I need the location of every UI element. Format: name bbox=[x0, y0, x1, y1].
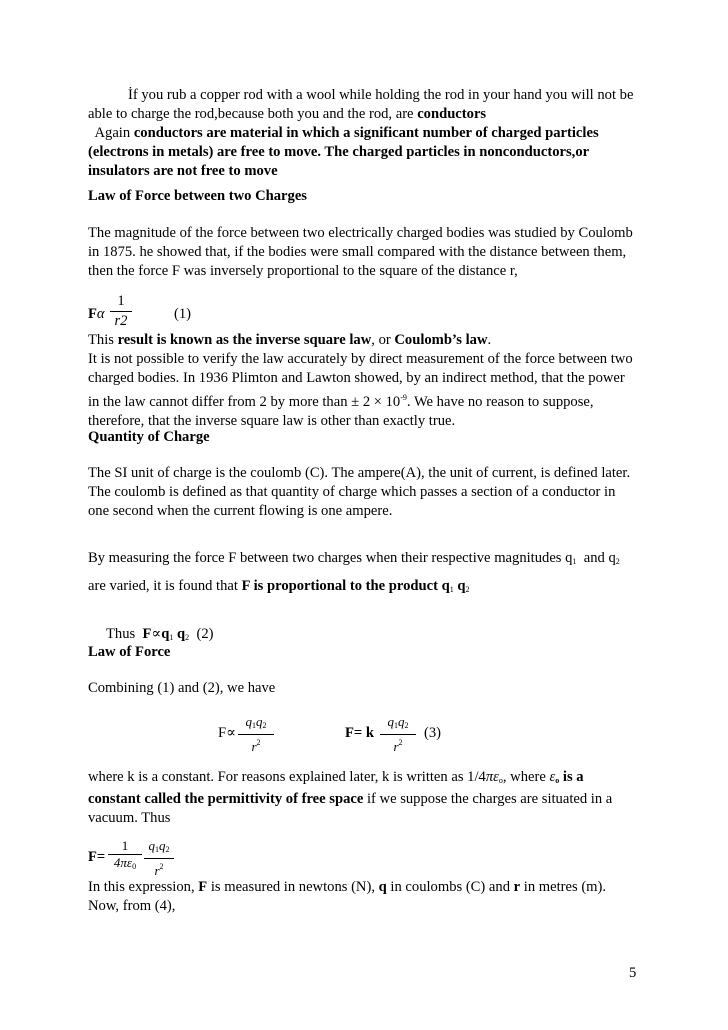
subscript: 1 bbox=[449, 585, 454, 594]
equation-1 bbox=[88, 292, 648, 328]
equation-lhs: F bbox=[218, 725, 227, 741]
text-line: one second when the current flowing is one ampere. bbox=[88, 503, 393, 519]
subscript: 2 bbox=[615, 557, 620, 566]
proportional-symbol: α bbox=[96, 306, 105, 322]
fraction-numerator: 1 bbox=[121, 838, 129, 853]
permittivity-paragraph bbox=[88, 768, 648, 828]
subscript: 1 bbox=[572, 557, 577, 566]
heading-text: Quantity of Charge bbox=[88, 429, 210, 445]
bold-text: F is proportional to the product q bbox=[241, 578, 450, 594]
text-line bbox=[88, 790, 648, 809]
text-line: then the force F was inversely proportional to the square of the distance r, bbox=[88, 263, 518, 279]
text-span: , or bbox=[371, 332, 395, 348]
exponent: 2 bbox=[159, 862, 164, 871]
text-line bbox=[88, 331, 648, 350]
math-expression: ± 2 × 10 bbox=[351, 394, 401, 410]
units-paragraph bbox=[88, 878, 648, 916]
text-line bbox=[88, 388, 648, 412]
equation-lhs: F= bbox=[88, 849, 106, 865]
text-span: in coulombs (C) and bbox=[386, 879, 514, 895]
text-span: . bbox=[487, 332, 492, 348]
page-number: 5 bbox=[629, 965, 637, 981]
text-span: , where bbox=[502, 769, 550, 785]
numerator-q: q bbox=[148, 838, 155, 853]
text-span: in the law cannot differ from 2 by more than bbox=[88, 394, 352, 410]
text-span: able to charge the rod,because both you and the rod, are bbox=[88, 106, 418, 122]
subscript: 1 bbox=[169, 633, 174, 642]
subscript: 2 bbox=[465, 585, 470, 594]
combining-line bbox=[88, 679, 648, 698]
subscript: 2 bbox=[404, 721, 409, 730]
text-line: Now, from (4), bbox=[88, 898, 176, 914]
heading-text: Law of Force between two Charges bbox=[88, 188, 307, 204]
text-line: The SI unit of charge is the coulomb (C). The ampere(A), the unit of current, is defined later. bbox=[88, 465, 631, 481]
product-paragraph bbox=[88, 549, 648, 599]
text-line bbox=[88, 577, 648, 599]
numerator-q: q bbox=[398, 714, 405, 729]
subscript: 2 bbox=[185, 633, 190, 642]
equation-label: (3) bbox=[424, 725, 442, 741]
equation-label: (1) bbox=[174, 306, 192, 322]
denominator-r: r bbox=[154, 863, 160, 878]
intro-paragraph bbox=[88, 86, 648, 181]
denominator-r: r bbox=[251, 739, 257, 754]
fraction-numerator: 1 bbox=[117, 293, 125, 309]
math-symbol: ε bbox=[549, 769, 556, 785]
bold-text: r bbox=[513, 879, 521, 895]
text-span: in metres (m). bbox=[520, 879, 607, 895]
fraction-denominator: r2 bbox=[114, 313, 128, 329]
bold-text: constant called the permittivity of free space bbox=[88, 791, 364, 807]
inverse-square-paragraph bbox=[88, 331, 648, 431]
equation-3 bbox=[88, 714, 648, 754]
text-line bbox=[88, 124, 648, 143]
equation-label: (2) bbox=[189, 626, 214, 642]
text-line bbox=[88, 105, 648, 124]
bold-text: q bbox=[453, 578, 466, 594]
section-heading bbox=[88, 187, 648, 206]
text-line: therefore, that the inverse square law is other than exactly true. bbox=[88, 413, 456, 429]
text-span: . We have no reason to suppose, bbox=[406, 394, 594, 410]
subscript: 2 bbox=[262, 721, 267, 730]
fraction-denominator: 4πε bbox=[113, 855, 133, 870]
bold-text: conductors are material in which a significant number of charged particles bbox=[133, 125, 599, 141]
bold-text: (electrons in metals) are free to move. The charged particles in nonconductors,or bbox=[88, 144, 590, 160]
section-heading bbox=[88, 428, 648, 447]
numerator-q: q bbox=[256, 714, 263, 729]
equation-lhs: F bbox=[88, 306, 97, 322]
exponent: 2 bbox=[398, 738, 403, 747]
text-span: Thus bbox=[102, 626, 143, 642]
subscript: o bbox=[498, 776, 503, 785]
section-heading bbox=[88, 643, 648, 662]
text-line: The magnitude of the force between two electrically charged bodies was studied by Coulomb bbox=[88, 225, 633, 241]
subscript: 1 bbox=[252, 721, 256, 730]
bold-text: is a bbox=[559, 769, 584, 785]
text-span: where k is a constant. For reasons explained later, k is written as 1/4 bbox=[88, 769, 486, 785]
text-span: Again bbox=[88, 125, 134, 141]
text-span: By measuring the force F between two charges when their respective magnitudes q bbox=[88, 550, 573, 566]
text-line bbox=[88, 768, 648, 790]
bold-text: conductors bbox=[417, 106, 487, 122]
text-line bbox=[88, 162, 648, 181]
text-line: vacuum. Thus bbox=[88, 810, 171, 826]
text-line: The coulomb is defined as that quantity of charge which passes a section of a conductor in bbox=[88, 484, 616, 500]
numerator-q: q bbox=[245, 714, 252, 729]
bold-text: F bbox=[198, 879, 208, 895]
subscript: 1 bbox=[155, 845, 159, 854]
bold-text: q bbox=[378, 879, 387, 895]
subscript: 2 bbox=[165, 845, 170, 854]
subscript: 1 bbox=[394, 721, 398, 730]
text-span: Combining (1) and (2), we have bbox=[88, 680, 276, 696]
text-line bbox=[88, 878, 648, 897]
heading-text: Law of Force bbox=[88, 644, 171, 660]
denominator-r: r bbox=[393, 739, 399, 754]
text-line bbox=[88, 143, 648, 162]
equation-4 bbox=[88, 838, 648, 878]
text-span: if we suppose the charges are situated in a bbox=[363, 791, 613, 807]
equation-lhs: F bbox=[142, 626, 152, 642]
exponent: -9 bbox=[400, 393, 407, 402]
numerator-q: q bbox=[387, 714, 394, 729]
coulomb-unit-paragraph bbox=[88, 464, 648, 521]
text-line: in 1875. he showed that, if the bodies were small compared with the distance between them, bbox=[88, 244, 627, 260]
text-span: are varied, it is found that bbox=[88, 578, 242, 594]
bold-text: insulators are not free to move bbox=[88, 163, 278, 179]
text-line bbox=[88, 549, 648, 571]
exponent: 2 bbox=[256, 738, 261, 747]
subscript: o bbox=[555, 776, 560, 785]
math-symbol: πε bbox=[485, 769, 499, 785]
text-span: This bbox=[88, 332, 118, 348]
bold-text: Coulomb’s law bbox=[394, 332, 488, 348]
text-span: In this expression, bbox=[88, 879, 199, 895]
bold-text: result is known as the inverse square law bbox=[117, 332, 372, 348]
text-line: charged bodies. In 1936 Plimton and Lawton showed, by an indirect method, that the power bbox=[88, 370, 625, 386]
text-span: is measured in newtons (N), bbox=[207, 879, 379, 895]
numerator-q: q bbox=[159, 838, 166, 853]
text-span: and q bbox=[576, 550, 616, 566]
proportional-symbol: ∝ bbox=[226, 725, 237, 741]
bold-text: q bbox=[161, 626, 170, 642]
subscript: 0 bbox=[132, 862, 137, 871]
equation-lhs: F= k bbox=[345, 725, 374, 741]
bold-text: q bbox=[173, 626, 186, 642]
coulomb-paragraph bbox=[88, 224, 648, 281]
text-line: İf you rub a copper rod with a wool while holding the rod in your hand you will not be bbox=[128, 87, 634, 103]
proportional-symbol: ∝ bbox=[151, 626, 162, 642]
text-line: It is not possible to verify the law accurately by direct measurement of the force between two bbox=[88, 351, 633, 367]
